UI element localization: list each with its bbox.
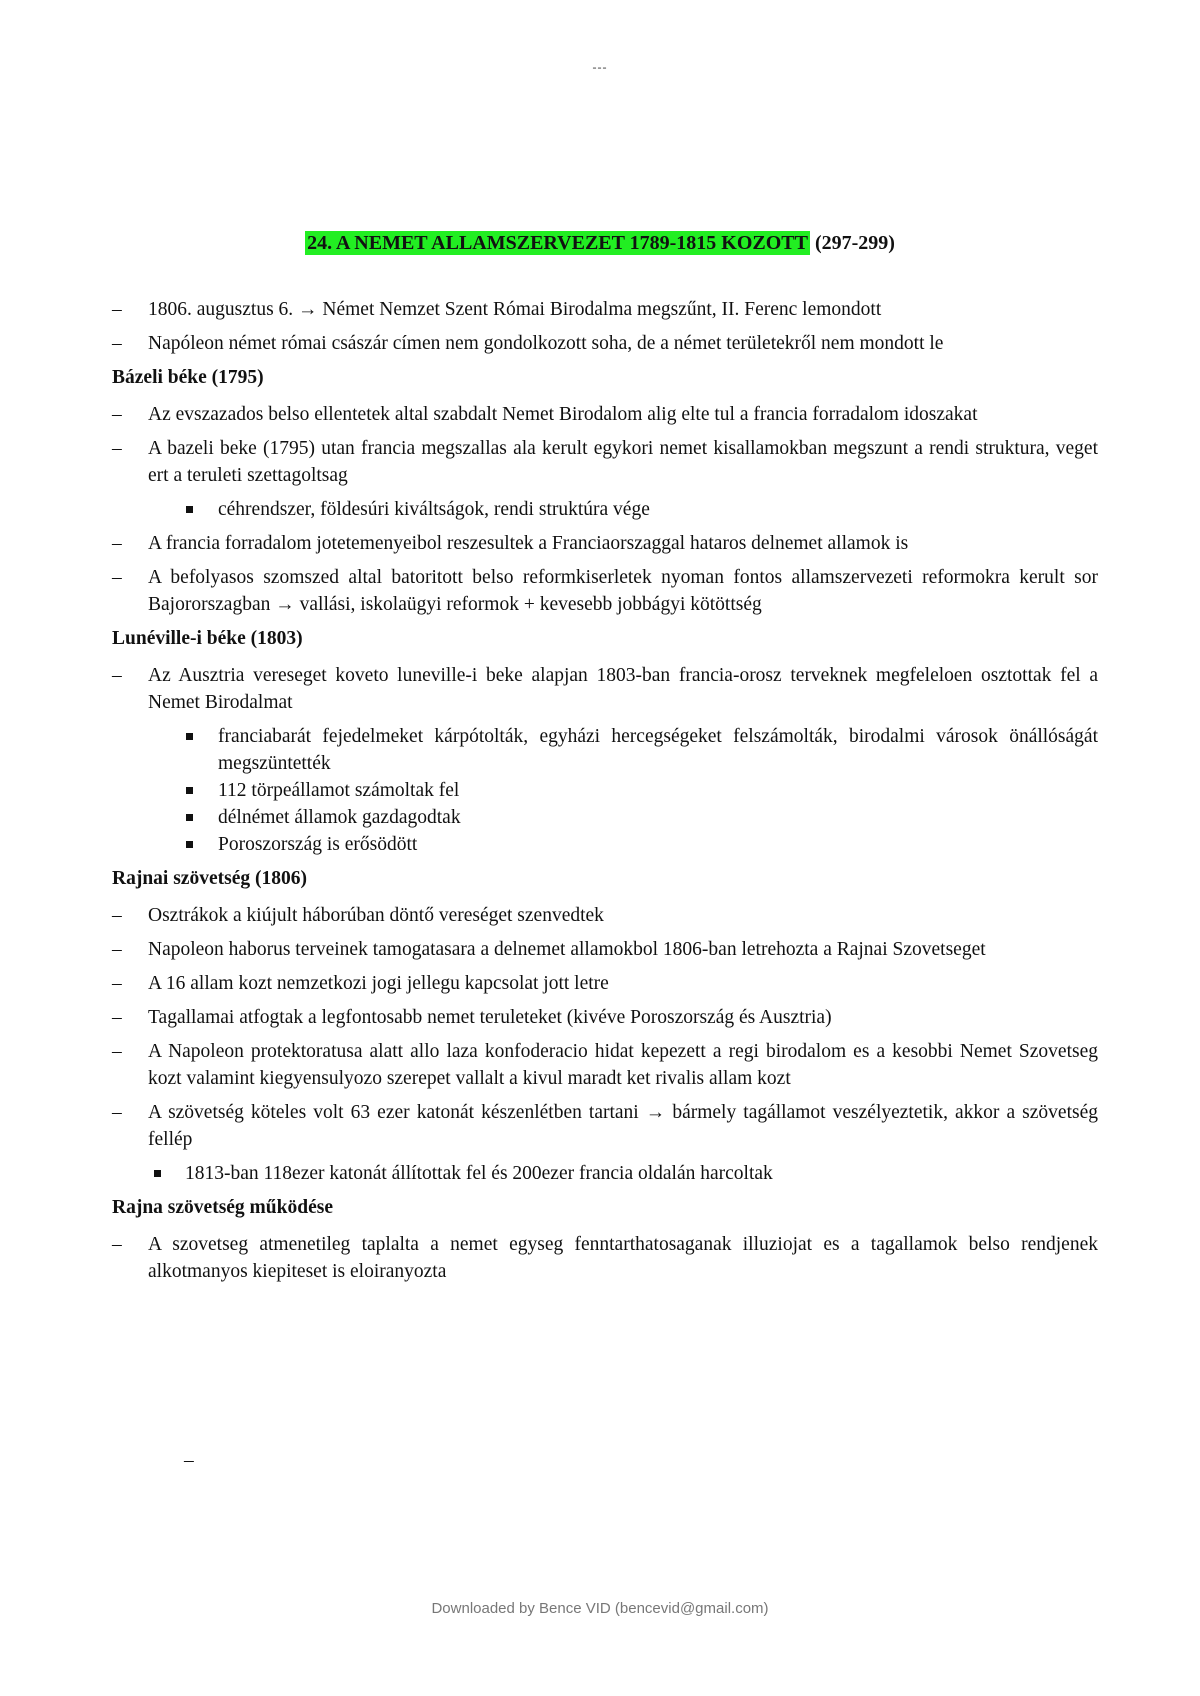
list-item: – A francia forradalom jotetemenyeibol reszesultek a Franciaorszaggal hataros delnemet allamok is: [112, 530, 1098, 557]
sub-list-item: 1813-ban 118ezer katonát állítottak fel és 200ezer francia oldalán harcoltak: [112, 1160, 1098, 1187]
section-heading-luneville: Lunéville-i béke (1803): [112, 628, 303, 649]
title-pages: (297-299): [814, 232, 895, 254]
list-item: – A Napoleon protektoratusa alatt allo laza konfoderacio hidat kepezett a regi birodalom es a kesobbi Nemet Szovetseg kozt valamint kiegyensulyozo szerepet vallalt a kivul maradt ket rivalis allam kozt: [112, 1038, 1098, 1092]
list-item: – A szövetség köteles volt 63 ezer katonát készenlétben tartani → bármely tagállamot veszélyeztetik, akkor a szövetség fellép: [112, 1099, 1098, 1153]
sub-list-item: franciabarát fejedelmeket kárpótolták, egyházi hercegségeket felszámolták, birodalmi városok önállóságát megszüntették: [112, 723, 1098, 777]
empty-list-dash: –: [184, 1450, 194, 1471]
sub-list-item: 112 törpeállamot számoltak fel: [112, 777, 1098, 804]
list-item: – Napoleon haborus terveinek tamogatasara a delnemet allamokbol 1806-ban letrehozta a Rajnai Szovetseget: [112, 936, 1098, 963]
list-item: – 1806. augusztus 6. → Német Nemzet Szent Római Birodalma megszűnt, II. Ferenc lemondott: [112, 296, 1098, 323]
page-title: [0, 232, 1200, 255]
list-item: – A bazeli beke (1795) utan francia megszallas ala kerult egykori nemet kisallamokban megszunt a rendi struktura, veget ert a teruleti szettagoltsag: [112, 435, 1098, 489]
header-mark: ---: [592, 60, 608, 74]
sub-list: [112, 723, 1098, 858]
section-heading-rajnai: Rajnai szövetség (1806): [112, 868, 307, 889]
list-item: – A befolyasos szomszed altal batoritott belso reformkiserletek nyoman fontos allamszervezeti reformokra kerult sor Bajororszagban → vallási, iskolaügyi reformok + kevesebb jobbágyi kötöttség: [112, 564, 1098, 618]
section-heading-mukodes: Rajna szövetség működése: [112, 1197, 333, 1218]
sub-list: [112, 496, 1098, 523]
list-item: – A 16 allam kozt nemzetkozi jogi jellegu kapcsolat jott letre: [112, 970, 1098, 997]
list-item: – Az Ausztria vereseget koveto luneville-i beke alapjan 1803-ban francia-orosz terveknek megfeleloen osztottak fel a Nemet Birodalmat: [112, 662, 1098, 716]
sub-list-item: Poroszország is erősödött: [112, 831, 1098, 858]
sub-list-item: céhrendszer, földesúri kiváltságok, rendi struktúra vége: [112, 496, 1098, 523]
title-highlighted: 24. A NEMET ALLAMSZERVEZET 1789-1815 KOZOTT: [307, 232, 808, 254]
list-item: – Az evszazados belso ellentetek altal szabdalt Nemet Birodalom alig elte tul a francia forradalom idoszakat: [112, 401, 1098, 428]
download-footer: Downloaded by Bence VID (bencevid@gmail.com): [431, 1600, 769, 1617]
list-item: – A szovetseg atmenetileg taplalta a nemet egyseg fenntarthatosaganak illuziojat es a tagallamok belso rendjenek alkotmanyos kiepiteset is eloiranyozta: [112, 1231, 1098, 1285]
sub-list-item: délnémet államok gazdagodtak: [112, 804, 1098, 831]
document-body: [112, 296, 1098, 1292]
sub-list: [112, 1160, 1098, 1187]
list-item: – Napóleon német római császár címen nem gondolkozott soha, de a német területekről nem mondott le: [112, 330, 1098, 357]
section-heading-bazel: Bázeli béke (1795): [112, 367, 264, 388]
list-item: – Osztrákok a kiújult háborúban döntő vereséget szenvedtek: [112, 902, 1098, 929]
list-item: – Tagallamai atfogtak a legfontosabb nemet teruleteket (kivéve Poroszország és Ausztria): [112, 1004, 1098, 1031]
